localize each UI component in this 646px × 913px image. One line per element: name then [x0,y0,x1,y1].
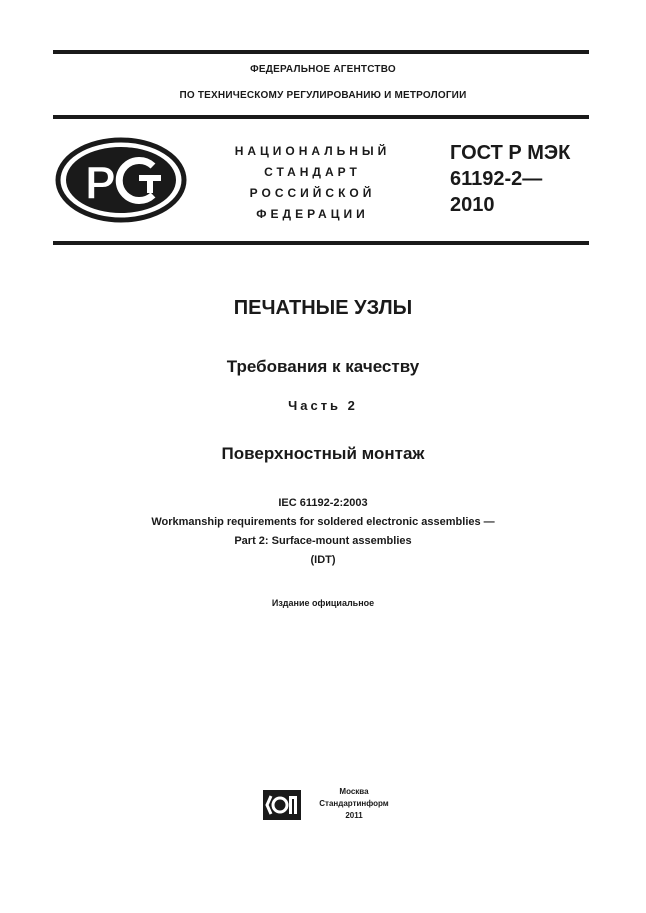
part-title: Поверхностный монтаж [221,444,425,463]
lower-rule [53,241,589,245]
publisher-city: Москва [339,787,369,796]
upper-rule [53,115,589,119]
national-line: РОССИЙСКОЙ [249,186,376,200]
national-standard-block [205,141,420,225]
document-title: ПЕЧАТНЫЕ УЗЛЫ [233,297,413,319]
iec-line: Workmanship requirements for soldered electronic assemblies — [151,516,495,528]
document-subtitle: Требования к качеству [226,357,420,376]
gost-designation [450,140,570,218]
publisher-info [306,786,402,822]
iec-line: IEC 61192-2:2003 [278,497,368,509]
top-rule [53,50,589,54]
publisher-name: Стандартинформ [319,799,389,808]
gost-line: ГОСТ Р МЭК [450,142,571,164]
iec-line: (IDT) [310,554,336,566]
standartinform-logo-icon [263,790,301,820]
rst-logo-icon [55,137,187,223]
national-line: СТАНДАРТ [264,165,361,179]
iec-reference-block [0,494,646,570]
national-line: НАЦИОНАЛЬНЫЙ [234,144,391,158]
publisher-year: 2011 [345,811,363,820]
agency-name-line2: ПО ТЕХНИЧЕСКОМУ РЕГУЛИРОВАНИЮ И МЕТРОЛОГИИ [179,90,467,101]
gost-line: 61192-2— [450,168,543,190]
iec-line: Part 2: Surface-mount assemblies [234,535,412,547]
national-line: ФЕДЕРАЦИИ [256,207,369,221]
agency-name-line1: ФЕДЕРАЛЬНОЕ АГЕНТСТВО [250,64,396,75]
gost-line: 2010 [450,194,495,216]
edition-note: Издание официальное [271,598,375,608]
svg-text:Р: Р [85,157,116,209]
part-number: Часть 2 [288,398,358,413]
